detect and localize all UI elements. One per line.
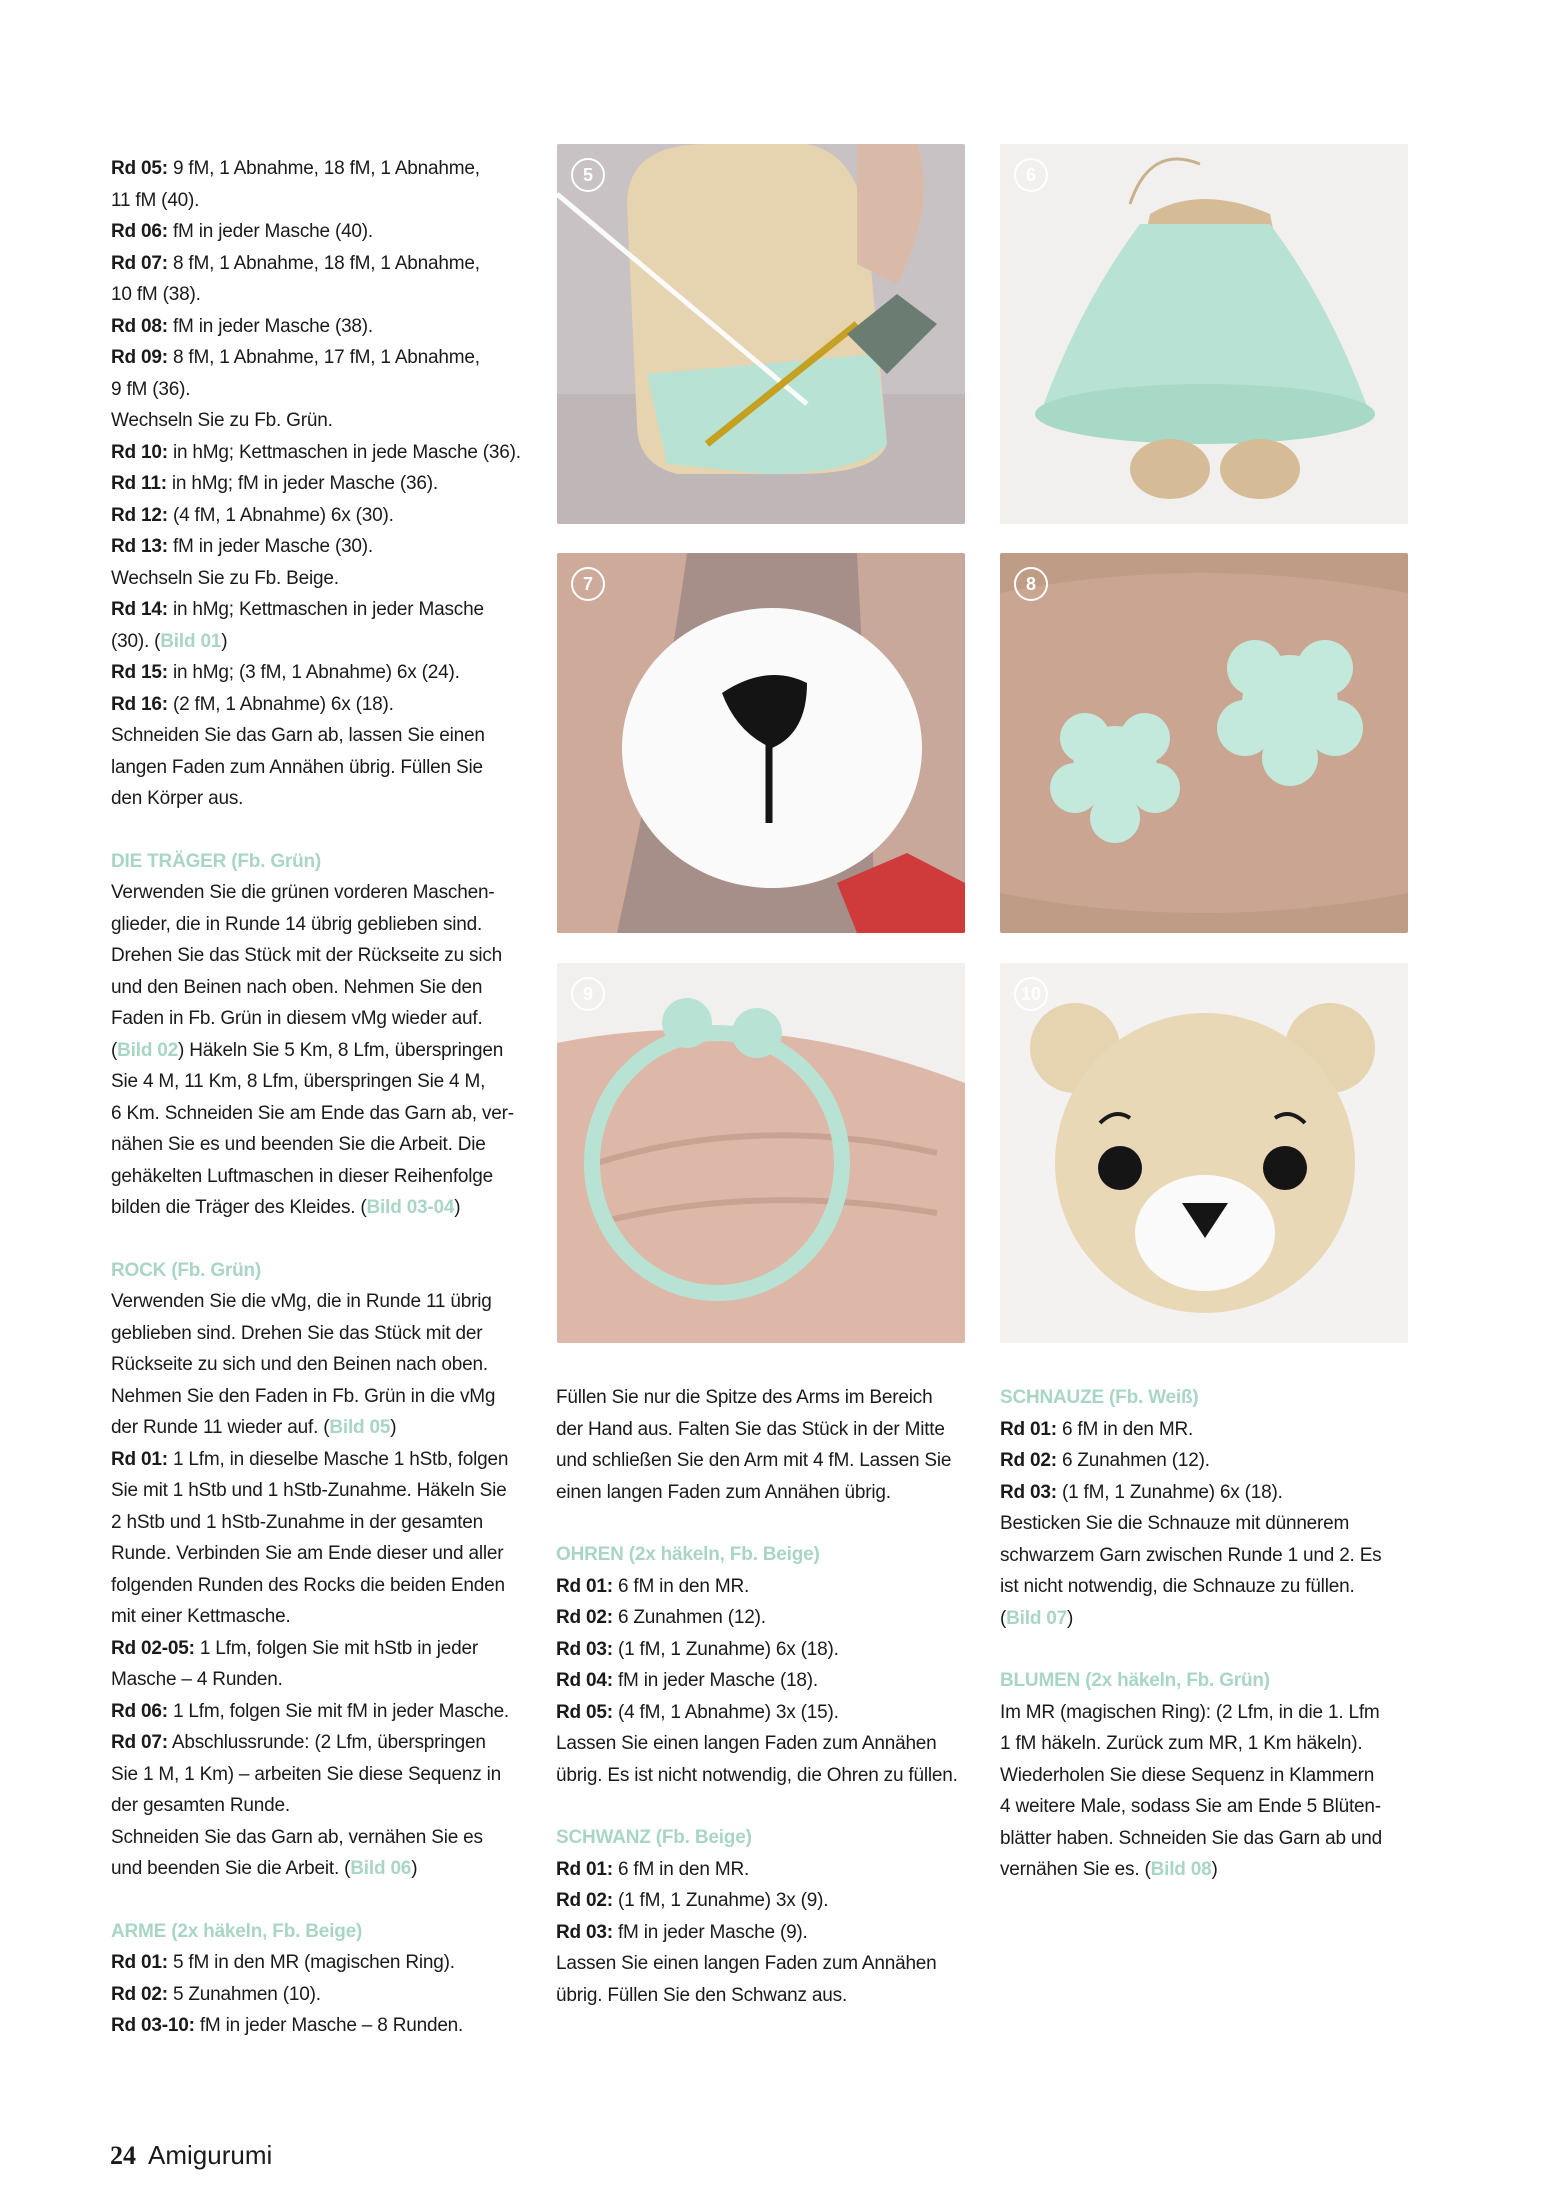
round-label: Rd 02:: [556, 1607, 613, 1628]
text-line: Rd 03-10: fM in jeder Masche – 8 Runden.: [111, 2015, 464, 2036]
round-label: Rd 01:: [111, 1952, 168, 1973]
text-line: Rd 07: 8 fM, 1 Abnahme, 18 fM, 1 Abnahme,: [111, 252, 480, 274]
text-line: Rd 06: 1 Lfm, folgen Sie mit fM in jeder Masche.: [111, 1700, 510, 1722]
text-line: mit einer Kettmasche.: [111, 1606, 291, 1627]
text-line: 11 fM (40).: [111, 189, 200, 211]
round-label: Rd 03-10:: [111, 2015, 195, 2036]
text-line: Wechseln Sie zu Fb. Beige.: [111, 567, 339, 589]
image-ref: Bild 05: [329, 1417, 391, 1438]
photo-9-strap-ring: [557, 963, 965, 1343]
photo-number-badge: 8: [1014, 567, 1048, 601]
text-line: geblieben sind. Drehen Sie das Stück mit der: [111, 1322, 483, 1344]
text-line: und schließen Sie den Arm mit 4 fM. Lassen Sie: [556, 1450, 952, 1471]
text-line: den Körper aus.: [111, 788, 244, 809]
text-line: Rd 05: 9 fM, 1 Abnahme, 18 fM, 1 Abnahme,: [111, 158, 480, 179]
section-heading-blumen: BLUMEN (2x häkeln, Fb. Grün): [1000, 1670, 1270, 1691]
round-label: Rd 12:: [111, 504, 168, 526]
text-line: nähen Sie es und beenden Sie die Arbeit. Die: [111, 1134, 486, 1155]
text-line: Faden in Fb. Grün in diesem vMg wieder auf.: [111, 1008, 483, 1029]
text-line: Rd 01: 6 fM in den MR.: [556, 1858, 750, 1880]
section-heading-arme: ARME (2x häkeln, Fb. Beige): [111, 1920, 363, 1942]
photo-number-badge: 10: [1014, 977, 1048, 1011]
round-label: Rd 05:: [111, 158, 168, 179]
image-ref: Bild 08: [1150, 1859, 1212, 1880]
text-line: Rd 04: fM in jeder Masche (18).: [556, 1670, 819, 1691]
text-line: Sie 4 M, 11 Km, 8 Lfm, überspringen Sie 4 M,: [111, 1071, 486, 1092]
text-line: gehäkelten Luftmaschen in dieser Reihenfolge: [111, 1165, 494, 1187]
text-line: Drehen Sie das Stück mit der Rückseite zu sich: [111, 945, 503, 966]
text-line: Sie 1 M, 1 Km) – arbeiten Sie diese Sequenz in: [111, 1763, 502, 1785]
round-label: Rd 02:: [111, 1983, 168, 2005]
text-line: 2 hStb und 1 hStb-Zunahme in der gesamten: [111, 1511, 484, 1533]
text-line: 4 weitere Male, sodass Sie am Ende 5 Blüten-: [1000, 1796, 1381, 1817]
magazine-name: Amigurumi: [148, 2140, 273, 2170]
text-line: Rd 01: 6 fM in den MR.: [1000, 1418, 1194, 1440]
text-line: Rd 12: (4 fM, 1 Abnahme) 6x (30).: [111, 504, 394, 526]
text-line: übrig. Füllen Sie den Schwanz aus.: [556, 1984, 848, 2006]
text-line: übrig. Es ist nicht notwendig, die Ohren zu füllen.: [556, 1764, 958, 1786]
round-label: Rd 05:: [556, 1701, 613, 1723]
round-label: Rd 14:: [111, 599, 168, 620]
text-line: Lassen Sie einen langen Faden zum Annähen: [556, 1733, 937, 1754]
text-line: 1 fM häkeln. Zurück zum MR, 1 Km häkeln).: [1000, 1733, 1363, 1754]
section-heading-ohren: OHREN (2x häkeln, Fb. Beige): [556, 1544, 820, 1565]
text-line: Besticken Sie die Schnauze mit dünnerem: [1000, 1513, 1350, 1534]
text-line: (Bild 02) Häkeln Sie 5 Km, 8 Lfm, überspringen: [111, 1039, 504, 1061]
round-label: Rd 03:: [1000, 1481, 1057, 1503]
text-line: Schneiden Sie das Garn ab, vernähen Sie es: [111, 1826, 483, 1848]
text-line: blätter haben. Schneiden Sie das Garn ab und: [1000, 1827, 1383, 1849]
text-line: Verwenden Sie die grünen vorderen Maschen-: [111, 882, 495, 903]
round-label: Rd 07:: [111, 252, 168, 274]
round-label: Rd 08:: [111, 315, 168, 337]
text-line: der gesamten Runde.: [111, 1795, 290, 1816]
text-line: Rd 14: in hMg; Kettmaschen in jeder Masche: [111, 599, 484, 620]
photo-5-bear-body-crochet-hook: [557, 144, 965, 524]
image-ref: Bild 03-04: [366, 1197, 455, 1218]
text-line: langen Faden zum Annähen übrig. Füllen Sie: [111, 756, 483, 778]
text-line: Wechseln Sie zu Fb. Grün.: [111, 410, 333, 431]
section-heading-schnauze: SCHNAUZE (Fb. Weiß): [1000, 1387, 1199, 1408]
round-label: Rd 06:: [111, 1700, 168, 1722]
text-line: Schneiden Sie das Garn ab, lassen Sie einen: [111, 725, 485, 746]
round-label: Rd 06:: [111, 221, 168, 242]
photo-number-badge: 6: [1014, 158, 1048, 192]
text-line: und den Beinen nach oben. Nehmen Sie den: [111, 976, 483, 998]
page-number: 24: [110, 2141, 136, 2170]
text-line: schwarzem Garn zwischen Runde 1 und 2. Es: [1000, 1544, 1382, 1566]
image-ref: Bild 06: [350, 1858, 412, 1879]
text-line: Im MR (magischen Ring): (2 Lfm, in die 1. Lfm: [1000, 1701, 1380, 1723]
text-line: und beenden Sie die Arbeit. (Bild 06): [111, 1858, 418, 1879]
text-line: folgenden Runden des Rocks die beiden Enden: [111, 1574, 505, 1596]
photo-7-snout: [557, 553, 965, 933]
text-line: Rd 16: (2 fM, 1 Abnahme) 6x (18).: [111, 693, 394, 715]
round-label: Rd 01:: [556, 1575, 613, 1597]
section-heading-traeger: DIE TRÄGER (Fb. Grün): [111, 850, 322, 872]
rd14-end: (30). (Bild 01): [111, 630, 228, 652]
text-line: Rd 15: in hMg; (3 fM, 1 Abnahme) 6x (24).: [111, 662, 460, 683]
text-line: ist nicht notwendig, die Schnauze zu füllen.: [1000, 1576, 1355, 1597]
round-label: Rd 10:: [111, 441, 168, 463]
text-line: Rd 08: fM in jeder Masche (38).: [111, 315, 374, 337]
text-line: Rd 02: 6 Zunahmen (12).: [556, 1607, 766, 1628]
photo-10-bear-head: [1000, 963, 1408, 1343]
text-line: Rd 03: (1 fM, 1 Zunahme) 6x (18).: [1000, 1481, 1283, 1503]
text-line: einen langen Faden zum Annähen übrig.: [556, 1481, 891, 1503]
text-line: Rd 01: 5 fM in den MR (magischen Ring).: [111, 1952, 455, 1973]
text-line: Rd 07: Abschlussrunde: (2 Lfm, überspringen: [111, 1732, 486, 1753]
text-line: bilden die Träger des Kleides. (Bild 03-04): [111, 1197, 461, 1218]
round-label: Rd 03:: [556, 1638, 613, 1660]
text-line: Runde. Verbinden Sie am Ende dieser und aller: [111, 1543, 504, 1564]
round-label: Rd 01:: [1000, 1418, 1057, 1440]
text-line: Lassen Sie einen langen Faden zum Annähen: [556, 1953, 937, 1974]
round-label: Rd 11:: [111, 473, 167, 494]
round-label: Rd 01:: [556, 1858, 613, 1880]
left-column: [111, 153, 531, 2042]
text-line: Füllen Sie nur die Spitze des Arms im Bereich: [556, 1387, 933, 1408]
text-line: Rd 02: 5 Zunahmen (10).: [111, 1983, 321, 2005]
round-label: Rd 02:: [1000, 1450, 1057, 1471]
round-label: Rd 02:: [556, 1890, 613, 1911]
round-label: Rd 16:: [111, 693, 168, 715]
text-line: 9 fM (36).: [111, 378, 191, 400]
text-line: Rd 01: 6 fM in den MR.: [556, 1575, 750, 1597]
photo-6-mint-skirt: [1000, 144, 1408, 524]
text-line: Nehmen Sie den Faden in Fb. Grün in die vMg: [111, 1385, 496, 1407]
text-line: vernähen Sie es. (Bild 08): [1000, 1859, 1218, 1880]
text-line: Rd 10: in hMg; Kettmaschen in jede Masche (36).: [111, 441, 521, 463]
section-heading-schwanz: SCHWANZ (Fb. Beige): [556, 1827, 752, 1848]
text-line: Rd 02: (1 fM, 1 Zunahme) 3x (9).: [556, 1890, 829, 1911]
text-line: Rd 05: (4 fM, 1 Abnahme) 3x (15).: [556, 1701, 839, 1723]
photo-8-flowers: [1000, 553, 1408, 933]
text-line: Wiederholen Sie diese Sequenz in Klammern: [1000, 1764, 1375, 1786]
round-label: Rd 02-05:: [111, 1637, 195, 1659]
text-line: Rd 02: 6 Zunahmen (12).: [1000, 1450, 1210, 1471]
right-column: [1000, 1382, 1420, 1886]
text-line: Rd 13: fM in jeder Masche (30).: [111, 536, 374, 557]
text-line: Rd 02-05: 1 Lfm, folgen Sie mit hStb in jeder: [111, 1637, 478, 1659]
text-line: der Runde 11 wieder auf. (Bild 05): [111, 1417, 397, 1438]
photo-number-badge: 7: [571, 567, 605, 601]
text-line: glieder, die in Runde 14 übrig geblieben sind.: [111, 913, 483, 935]
image-ref: Bild 01: [160, 630, 222, 652]
text-line: Rd 09: 8 fM, 1 Abnahme, 17 fM, 1 Abnahme,: [111, 347, 480, 368]
round-label: Rd 13:: [111, 536, 168, 557]
text-line: Rd 06: fM in jeder Masche (40).: [111, 221, 374, 242]
section-heading-rock: ROCK (Fb. Grün): [111, 1259, 262, 1281]
image-ref: Bild 02: [117, 1039, 179, 1061]
text-line: 10 fM (38).: [111, 284, 201, 305]
photo-number-badge: 9: [571, 977, 605, 1011]
text-line: Rd 03: (1 fM, 1 Zunahme) 6x (18).: [556, 1638, 839, 1660]
middle-column: [556, 1382, 976, 2011]
text-line: Sie mit 1 hStb und 1 hStb-Zunahme. Häkeln Sie: [111, 1480, 507, 1501]
round-label: Rd 01:: [111, 1448, 168, 1470]
text-line: (Bild 07): [1000, 1607, 1074, 1629]
text-line: Rd 01: 1 Lfm, in dieselbe Masche 1 hStb, folgen: [111, 1448, 509, 1470]
page-footer: [110, 2140, 272, 2171]
round-label: Rd 09:: [111, 347, 168, 368]
text-line: Rd 11: in hMg; fM in jeder Masche (36).: [111, 473, 438, 494]
text-line: Masche – 4 Runden.: [111, 1669, 283, 1690]
text-line: 6 Km. Schneiden Sie am Ende das Garn ab, ver-: [111, 1102, 514, 1124]
text-line: Rückseite zu sich und den Beinen nach oben.: [111, 1354, 488, 1375]
photo-number-badge: 5: [571, 158, 605, 192]
text-line: Verwenden Sie die vMg, die in Runde 11 übrig: [111, 1291, 492, 1312]
round-label: Rd 15:: [111, 662, 168, 683]
text-line: Rd 03: fM in jeder Masche (9).: [556, 1921, 808, 1943]
round-label: Rd 07:: [111, 1732, 168, 1753]
round-label: Rd 03:: [556, 1921, 613, 1943]
image-ref: Bild 07: [1006, 1607, 1068, 1629]
round-label: Rd 04:: [556, 1670, 613, 1691]
text-line: der Hand aus. Falten Sie das Stück in der Mitte: [556, 1418, 945, 1440]
